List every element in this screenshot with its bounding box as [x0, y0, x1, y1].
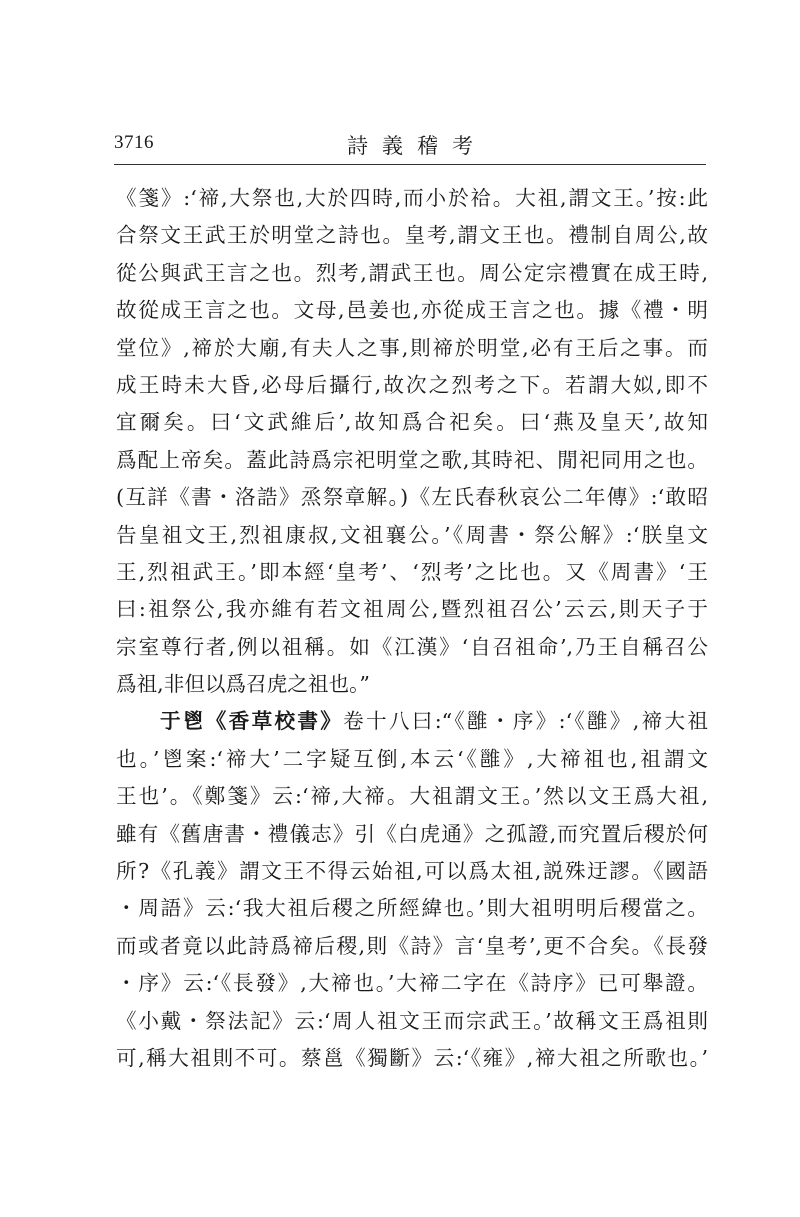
text-line: 堂位》,禘於大廟,有夫人之事,則禘於明堂,必有王后之事。而: [116, 335, 708, 360]
text-line: 而或者竟以此詩爲禘后稷,則《詩》言‘皇考’,更不合矣。《長發: [116, 933, 708, 958]
text-line: ・序》云:‘《長發》,大禘也。’大禘二字在《詩序》已可舉證。: [116, 971, 708, 996]
running-title: 詩義稽考: [347, 134, 487, 158]
text-line: 曰:祖祭公,我亦維有若文祖周公,暨烈祖召公’云云,則天子于: [116, 597, 708, 622]
text-line: 宜爾矣。曰‘文武維后’,故知爲合祀矣。曰‘燕及皇天’,故知: [116, 410, 708, 435]
text-line: (互詳《書・洛誥》烝祭章解。)《左氏春秋哀公二年傳》:‘敢昭: [116, 485, 708, 510]
text-line: 合祭文王武王於明堂之詩也。皇考,謂文王也。禮制自周公,故: [116, 223, 708, 248]
header-rule: [114, 164, 706, 165]
text-line: 所?《孔義》謂文王不得云始祖,可以爲太祖,説殊迂謬。《國語: [116, 859, 708, 884]
text-line: 爲祖,非但以爲召虎之祖也。”: [116, 672, 370, 697]
text-line: 王也’。《鄭箋》云:‘禘,大禘。大祖謂文王。’然以文王爲大祖,: [116, 784, 708, 809]
text-line: ・周語》云:‘我大祖后稷之所經緯也。’則大祖明明后稷當之。: [116, 896, 708, 921]
text-line: 從公與武王言之也。烈考,謂武王也。周公定宗禮實在成王時,: [116, 260, 708, 285]
page-number: 3716: [114, 132, 154, 153]
text-line: 也。’鬯案:‘禘大’二字疑互倒,本云‘《雝》,大禘祖也,祖謂文: [116, 746, 708, 771]
body-text: [116, 180, 708, 1077]
text-line: 可,稱大祖則不可。蔡邕《獨斷》云:‘《雍》,禘大祖之所歌也。’: [116, 1045, 708, 1070]
text-span: 卷十八曰:“《雝・序》:‘《雝》,禘大祖: [343, 709, 708, 734]
text-line: 宗室尊行者,例以祖稱。如《江漢》‘自召祖命’,乃王自稱召公: [116, 634, 708, 659]
text-line: 《箋》:‘禘,大祭也,大於四時,而小於祫。大祖,謂文王。’按:此: [116, 186, 708, 210]
text-line: 告皇祖文王,烈祖康叔,文祖襄公。’《周書・祭公解》:‘朕皇文: [116, 522, 708, 547]
text-line: 成王時未大昏,必母后攝行,故次之烈考之下。若謂大姒,即不: [116, 372, 708, 397]
text-line: 雖有《舊唐書・禮儀志》引《白虎通》之孤證,而究置后稷於何: [116, 821, 708, 846]
paragraph-first-line: [116, 703, 708, 740]
text-line: 故從成王言之也。文母,邑姜也,亦從成王言之也。據《禮・明: [116, 298, 708, 323]
page-header: [114, 128, 706, 164]
text-line: 《小戴・祭法記》云:‘周人祖文王而宗武王。’故稱文王爲祖則: [116, 1008, 708, 1033]
text-line: 爲配上帝矣。蓋此詩爲宗祀明堂之歌,其時祀、閒祀同用之也。: [116, 447, 708, 472]
author-source-label: 于鬯《香草校書》: [160, 709, 344, 734]
text-line: 王,烈祖武王。’即本經‘皇考’、‘烈考’之比也。又《周書》‘王: [116, 559, 708, 584]
